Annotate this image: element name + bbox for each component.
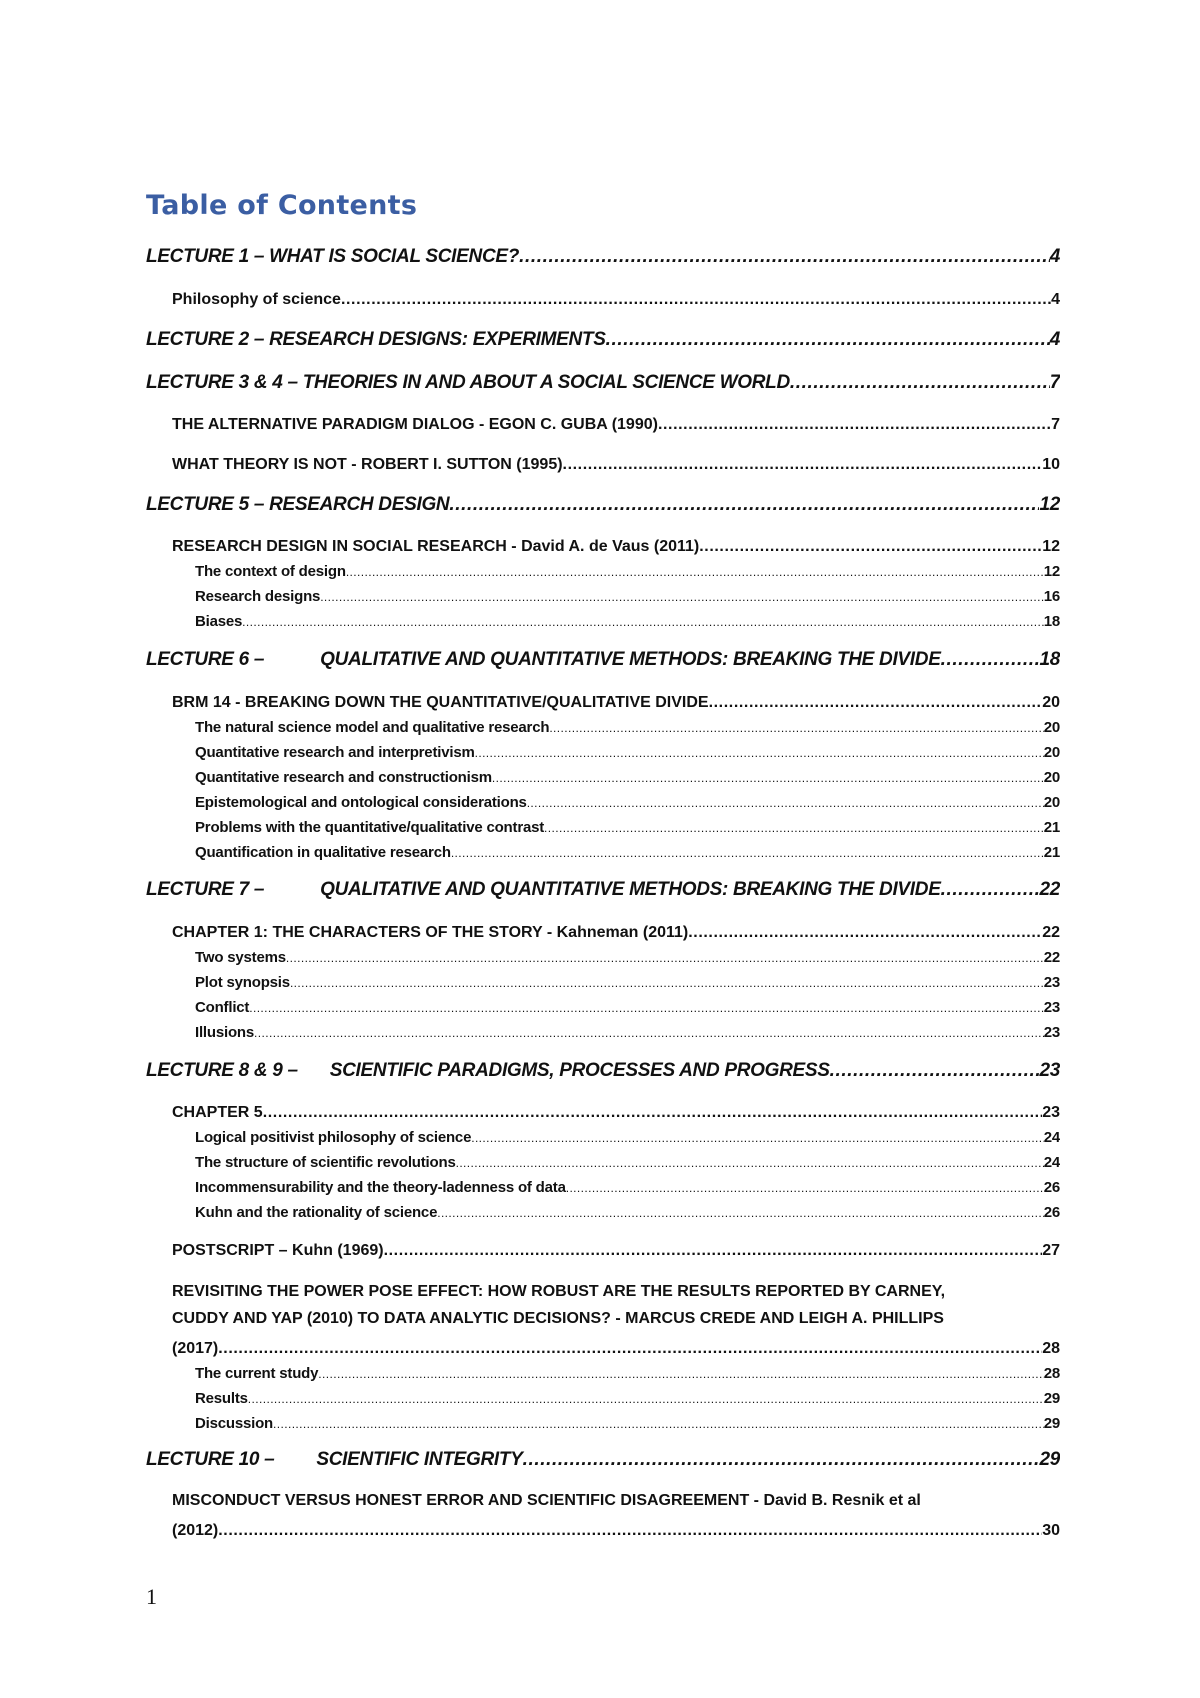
dot-leader: [688, 924, 1042, 942]
toc-entry-lecture-7[interactable]: LECTURE 7 – QUALITATIVE AND QUANTITATIVE METHODS: BREAKING THE DIVIDE ..... 22: [146, 879, 1060, 901]
toc-entry-power-pose-last-line[interactable]: (2017) ..... 28: [172, 1340, 1060, 1358]
toc-entry-lecture-1[interactable]: LECTURE 1 – WHAT IS SOCIAL SCIENCE? ..... 4: [146, 246, 1060, 268]
toc-entry-kuhn-rationality[interactable]: Kuhn and the rationality of science ..... 26: [195, 1204, 1060, 1221]
dot-leader: [341, 291, 1051, 309]
dot-leader: [544, 821, 1044, 835]
dot-leader: [790, 372, 1050, 394]
dot-leader: [449, 494, 1039, 516]
dot-leader: [318, 1367, 1043, 1381]
toc-entry-results[interactable]: Results ..... 29: [195, 1390, 1060, 1407]
dot-leader: [492, 771, 1044, 785]
toc-entry-plot-synopsis[interactable]: Plot synopsis ..... 23: [195, 974, 1060, 991]
toc-entry-research-designs[interactable]: Research designs ..... 16: [195, 588, 1060, 605]
toc-entry-lecture-5[interactable]: LECTURE 5 – RESEARCH DESIGN ..... 12: [146, 494, 1060, 516]
dot-leader: [242, 615, 1044, 629]
dot-leader: [273, 1417, 1044, 1431]
toc-entry-logical-positivist[interactable]: Logical positivist philosophy of science ..... 24: [195, 1129, 1060, 1146]
dot-leader: [437, 1206, 1043, 1220]
toc-entry-natural-science-model[interactable]: The natural science model and qualitative research ..... 20: [195, 719, 1060, 736]
dot-leader: [527, 796, 1044, 810]
toc-entry-postscript[interactable]: POSTSCRIPT – Kuhn (1969) ..... 27: [172, 1242, 1060, 1260]
dot-leader: [709, 694, 1043, 712]
toc-entry-interpretivism[interactable]: Quantitative research and interpretivism ..... 20: [195, 744, 1060, 761]
toc-entry-epistemological[interactable]: Epistemological and ontological considerations ..... 20: [195, 794, 1060, 811]
toc-entry-biases[interactable]: Biases ..... 18: [195, 613, 1060, 630]
toc-entry-misconduct[interactable]: MISCONDUCT VERSUS HONEST ERROR AND SCIENTIFIC DISAGREEMENT - David B. Resnik et al: [172, 1492, 921, 1509]
toc-entry-context-of-design[interactable]: The context of design ..... 12: [195, 563, 1060, 580]
toc-entry-guba[interactable]: THE ALTERNATIVE PARADIGM DIALOG - EGON C. GUBA (1990) ..... 7: [172, 416, 1060, 434]
toc-entry-lecture-6[interactable]: LECTURE 6 – QUALITATIVE AND QUANTITATIVE METHODS: BREAKING THE DIVIDE ..... 18: [146, 649, 1060, 671]
dot-leader: [941, 879, 1040, 901]
toc-entry-misconduct-last-line[interactable]: (2012) ..... 30: [172, 1522, 1060, 1540]
toc-entry-constructionism[interactable]: Quantitative research and constructionism ..... 20: [195, 769, 1060, 786]
dot-leader: [218, 1340, 1042, 1358]
toc-entry-lecture-10[interactable]: LECTURE 10 – SCIENTIFIC INTEGRITY ..... 29: [146, 1449, 1060, 1471]
toc-title: Table of Contents: [146, 190, 418, 221]
dot-leader: [384, 1242, 1043, 1260]
toc-entry-incommensurability[interactable]: Incommensurability and the theory-ladenness of data ..... 26: [195, 1179, 1060, 1196]
dot-leader: [563, 456, 1043, 474]
toc-entry-philosophy-of-science[interactable]: Philosophy of science ..... 4: [172, 291, 1060, 309]
toc-entry-lecture-8-9[interactable]: LECTURE 8 & 9 – SCIENTIFIC PARADIGMS, PROCESSES AND PROGRESS ..... 23: [146, 1060, 1060, 1082]
dot-leader: [606, 329, 1050, 351]
dot-leader: [456, 1156, 1044, 1170]
dot-leader: [451, 846, 1044, 860]
toc-entry-chapter-5[interactable]: CHAPTER 5 ..... 23: [172, 1104, 1060, 1122]
toc-entry-lecture-2[interactable]: LECTURE 2 – RESEARCH DESIGNS: EXPERIMENTS ..... 4: [146, 329, 1060, 351]
dot-leader: [471, 1131, 1043, 1145]
toc-entry-two-systems[interactable]: Two systems ..... 22: [195, 949, 1060, 966]
dot-leader: [248, 1392, 1044, 1406]
dot-leader: [263, 1104, 1043, 1122]
dot-leader: [566, 1181, 1044, 1195]
dot-leader: [249, 1001, 1043, 1015]
page-number: 1: [146, 1584, 157, 1609]
dot-leader: [346, 565, 1044, 579]
toc-entry-problems-contrast[interactable]: Problems with the quantitative/qualitative contrast ..... 21: [195, 819, 1060, 836]
toc-entry-brm-14[interactable]: BRM 14 - BREAKING DOWN THE QUANTITATIVE/QUALITATIVE DIVIDE ..... 20: [172, 694, 1060, 712]
dot-leader: [699, 538, 1042, 556]
toc-entry-illusions[interactable]: Illusions ..... 23: [195, 1024, 1060, 1041]
dot-leader: [218, 1522, 1042, 1540]
dot-leader: [254, 1026, 1044, 1040]
dot-leader: [549, 721, 1043, 735]
dot-leader: [286, 951, 1044, 965]
toc-entry-power-pose[interactable]: REVISITING THE POWER POSE EFFECT: HOW ROBUST ARE THE RESULTS REPORTED BY CARNEY, CUDDY AND YAP (2010) TO DATA ANALYTIC DECISIONS? - MARCUS CREDE AND LEIGH A. PHILLIPS: [172, 1283, 946, 1327]
dot-leader: [290, 976, 1044, 990]
dot-leader: [941, 649, 1040, 671]
dot-leader: [519, 246, 1050, 268]
dot-leader: [658, 416, 1051, 434]
toc-entry-structure-revolutions[interactable]: The structure of scientific revolutions ..... 24: [195, 1154, 1060, 1171]
toc-entry-lecture-3-4[interactable]: LECTURE 3 & 4 – THEORIES IN AND ABOUT A SOCIAL SCIENCE WORLD ..... 7: [146, 372, 1060, 394]
toc-entry-conflict[interactable]: Conflict ..... 23: [195, 999, 1060, 1016]
toc-entry-kahneman[interactable]: CHAPTER 1: THE CHARACTERS OF THE STORY - Kahneman (2011) ..... 22: [172, 924, 1060, 942]
dot-leader: [830, 1060, 1040, 1082]
dot-leader: [523, 1449, 1040, 1471]
toc-entry-current-study[interactable]: The current study ..... 28: [195, 1365, 1060, 1382]
toc-entry-quantification[interactable]: Quantification in qualitative research ..... 21: [195, 844, 1060, 861]
dot-leader: [475, 746, 1044, 760]
toc-entry-discussion[interactable]: Discussion ..... 29: [195, 1415, 1060, 1432]
dot-leader: [320, 590, 1044, 604]
toc-entry-sutton[interactable]: WHAT THEORY IS NOT - ROBERT I. SUTTON (1995) ..... 10: [172, 456, 1060, 474]
toc-entry-de-vaus[interactable]: RESEARCH DESIGN IN SOCIAL RESEARCH - David A. de Vaus (2011) ..... 12: [172, 538, 1060, 556]
